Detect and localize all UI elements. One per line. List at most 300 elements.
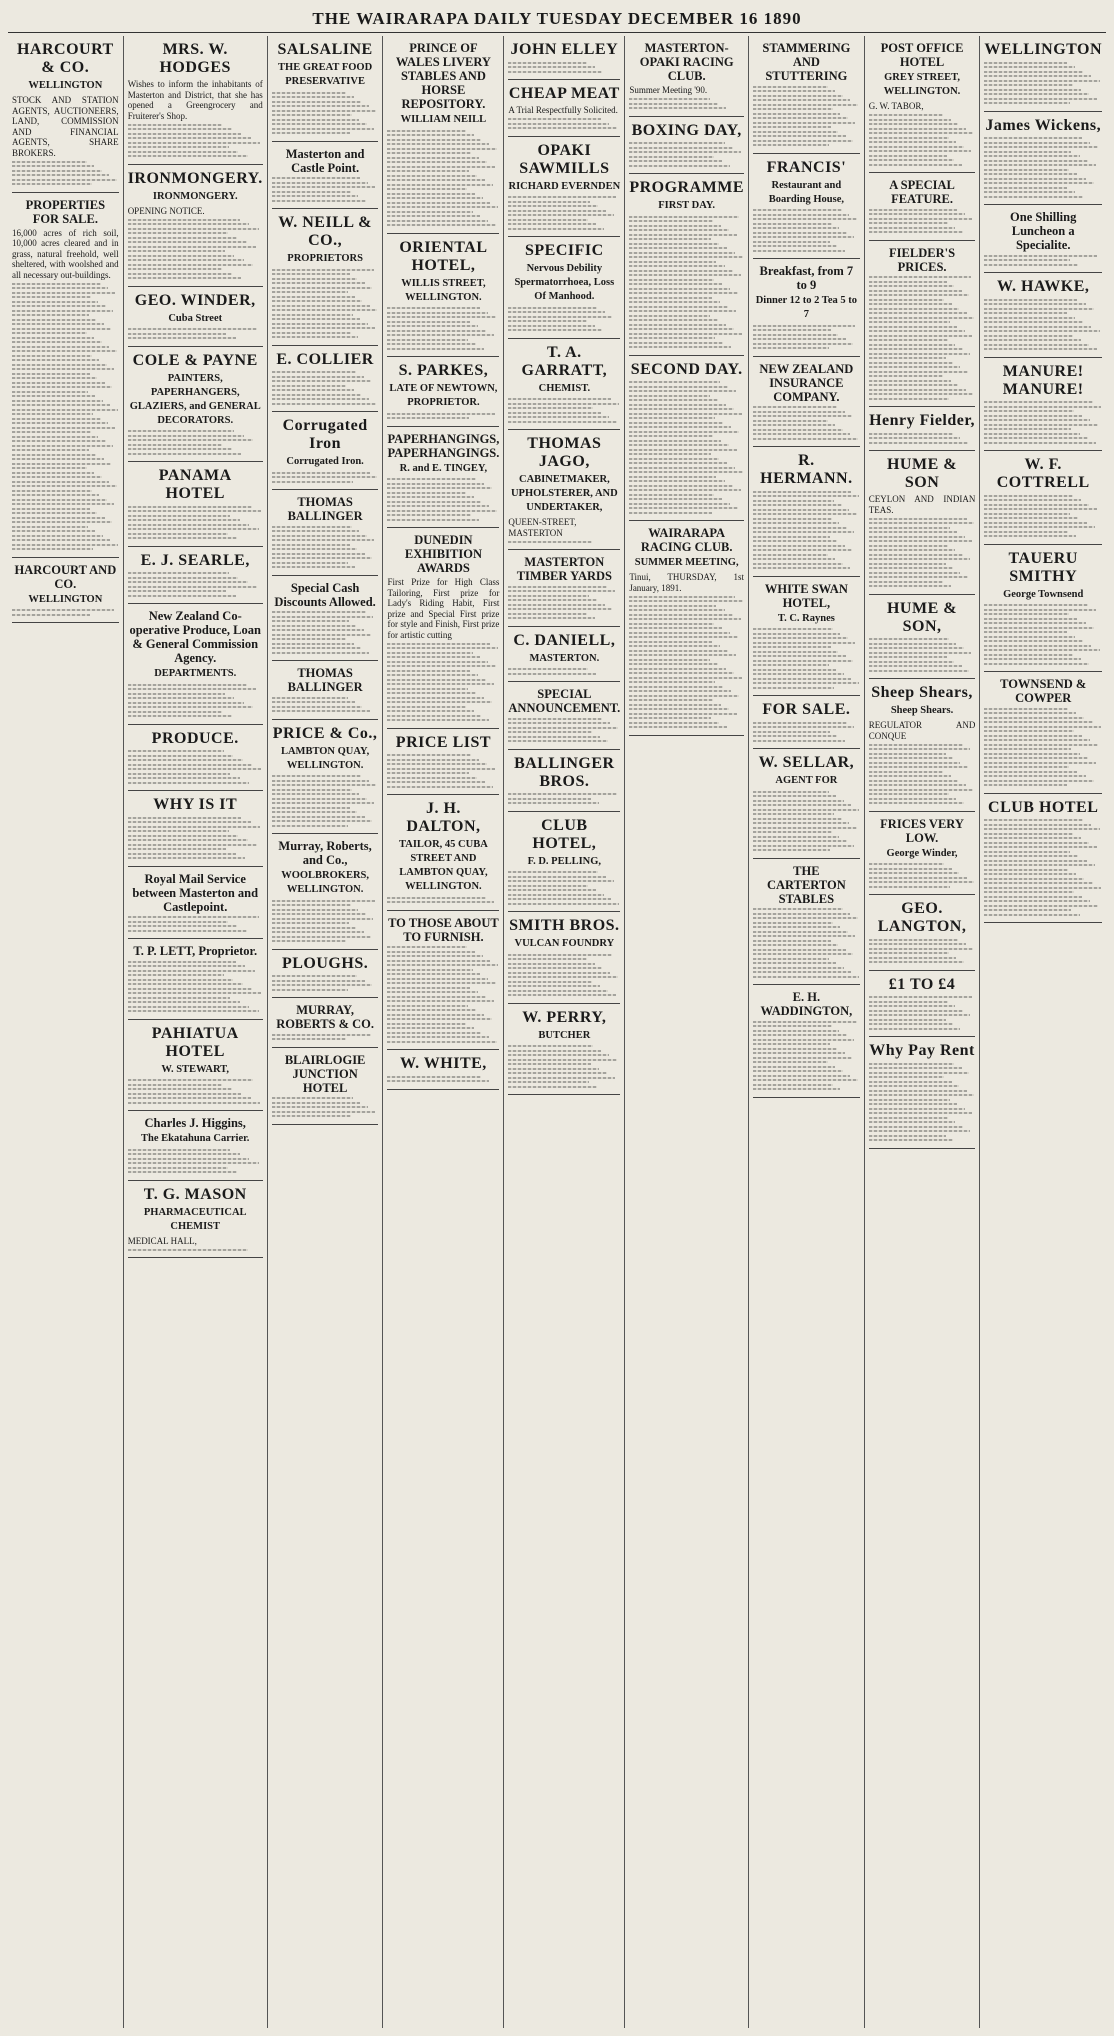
ad-text-lines: [387, 307, 499, 350]
ad-title: WHY IS IT: [153, 796, 238, 813]
ad-text-lines: [753, 722, 860, 742]
ad-title: W. SELLAR,: [758, 754, 855, 771]
advertisement: [508, 237, 620, 339]
masthead: THE WAIRARAPA DAILY TUESDAY DECEMBER 16 1890: [8, 6, 1106, 33]
advertisement: [753, 985, 860, 1098]
advertisement: [753, 36, 860, 154]
ad-text-lines: [272, 92, 379, 135]
column-3: [268, 36, 384, 2028]
ad-text-lines: [272, 371, 379, 405]
ad-text-lines: [272, 611, 379, 654]
advertisement: [12, 558, 119, 624]
ad-title: THOMAS BALLINGER: [287, 495, 363, 523]
ad-text-lines: [508, 62, 620, 73]
ad-title: WELLINGTON: [984, 41, 1103, 58]
ad-text-lines: [128, 750, 263, 784]
advertisement: [753, 259, 860, 357]
ad-subtitle: FIRST DAY.: [658, 200, 716, 211]
ad-body: A Trial Respectfully Solicited.: [508, 105, 618, 115]
ad-subtitle: Sheep Shears.: [890, 705, 954, 716]
ad-body: REGULATOR AND CONQUE: [868, 720, 976, 741]
ad-subtitle: Corrugated Iron.: [286, 456, 364, 467]
ad-title: T. A. GARRATT,: [521, 343, 608, 379]
ad-body: Summer Meeting '90.: [629, 85, 708, 95]
ad-title: OPAKI SAWMILLS: [519, 141, 610, 177]
ad-text-lines: [753, 491, 860, 570]
ad-title: PLOUGHS.: [281, 954, 369, 972]
ad-title: WAIRARAPA RACING CLUB.: [640, 526, 733, 554]
ad-title: NEW ZEALAND INSURANCE COMPANY.: [759, 361, 854, 404]
ad-title: DUNEDIN EXHIBITION AWARDS: [404, 533, 482, 575]
ad-subtitle: R. and E. TINGEY,: [399, 462, 488, 474]
ad-title: C. DANIELL,: [513, 631, 616, 649]
advertisement: [629, 36, 744, 117]
ad-title: PAPERHANGINGS, PAPERHANGINGS.: [387, 431, 500, 460]
ad-body: QUEEN-STREET, MASTERTON: [508, 517, 577, 538]
ad-text-lines: [753, 209, 860, 252]
advertisement: [128, 462, 263, 547]
ad-title: J. H. DALTON,: [406, 800, 481, 835]
ad-subtitle: GREY STREET, WELLINGTON.: [883, 72, 961, 97]
ad-subtitle: CHEMIST.: [538, 382, 591, 394]
advertisement: [869, 971, 976, 1038]
ad-subtitle: VULCAN FOUNDRY: [514, 938, 615, 949]
ad-title: E. COLLIER: [276, 350, 374, 368]
advertisement: [387, 427, 499, 529]
ad-title: BLAIRLOGIE JUNCTION HOTEL: [284, 1052, 366, 1095]
ad-title: SECOND DAY.: [630, 360, 743, 378]
ad-text-lines: [984, 495, 1102, 538]
ad-title: Murray, Roberts, and Co.,: [278, 839, 372, 867]
advertisement: [508, 627, 620, 683]
ad-title: Why Pay Rent: [869, 1042, 975, 1059]
ad-text-lines: [869, 276, 976, 400]
column-4: [383, 36, 504, 2028]
ad-text-lines: [128, 572, 263, 597]
ad-title: WHITE SWAN HOTEL,: [764, 581, 848, 610]
advertisement: [128, 347, 263, 463]
ad-title: Charles J. Higgins,: [144, 1116, 246, 1130]
ad-subtitle: Cuba Street: [168, 312, 223, 324]
advertisement: [869, 1037, 976, 1149]
ad-subtitle: Dinner 12 to 2 Tea 5 to 7: [755, 295, 858, 320]
ad-text-lines: [869, 114, 976, 166]
advertisement: [272, 1048, 379, 1125]
ad-subtitle: W. STEWART,: [161, 1063, 230, 1075]
ad-title: W. PERRY,: [522, 1008, 607, 1026]
ad-title: THE CARTERTON STABLES: [766, 863, 846, 906]
ad-text-lines: [128, 961, 263, 1013]
ad-text-lines: [387, 897, 499, 904]
ad-subtitle: TAILOR, 45 CUBA STREET AND LAMBTON QUAY, WELLINGTON.: [399, 839, 488, 892]
ad-subtitle: WELLINGTON: [28, 80, 103, 91]
advertisement: [753, 749, 860, 859]
ad-title: W. HAWKE,: [997, 278, 1090, 295]
advertisement: [387, 1050, 499, 1090]
ad-title: PRICE LIST: [395, 733, 492, 751]
ad-text-lines: [984, 819, 1102, 916]
ad-title: IRONMONGERY.: [127, 169, 263, 187]
ad-title: TO THOSE ABOUT TO FURNISH.: [388, 915, 499, 944]
column-8: [865, 36, 981, 2028]
column-7: [749, 36, 865, 2028]
ad-text-lines: [508, 307, 620, 332]
ad-text-lines: [128, 1249, 263, 1251]
advertisement: [508, 812, 620, 913]
ad-text-lines: [387, 413, 499, 420]
ad-title: W. F. COTTRELL: [996, 456, 1090, 491]
ad-text-lines: [387, 1076, 499, 1083]
ad-text-lines: [272, 775, 379, 827]
ad-text-lines: [387, 754, 499, 788]
ad-text-lines: [508, 541, 620, 543]
advertisement: [984, 451, 1102, 545]
ad-subtitle: F. D. PELLING,: [527, 855, 602, 867]
ad-text-lines: [629, 381, 744, 514]
ad-text-lines: [272, 1034, 379, 1041]
ad-subtitle: IRONMONGERY.: [152, 190, 238, 202]
ad-subtitle: THE GREAT FOOD PRESERVATIVE: [278, 62, 373, 87]
ad-body: OPENING NOTICE.: [127, 205, 205, 216]
ad-title: A SPECIAL FEATURE.: [889, 178, 955, 206]
ad-text-lines: [984, 604, 1102, 665]
ad-title: FRICES VERY LOW.: [880, 816, 964, 845]
ad-title: MASTERTON-OPAKI RACING CLUB.: [639, 41, 734, 83]
ad-text-lines: [869, 433, 976, 444]
advertisement: [272, 209, 379, 346]
ad-title: ORIENTAL HOTEL,: [399, 238, 488, 274]
ad-body: STOCK AND STATION AGENTS, AUCTIONEERS, LAND, COMMISSION AND FINANCIAL AGENTS, SHARE BROKERS.: [12, 95, 119, 158]
advertisement: [984, 36, 1102, 112]
ad-text-lines: [508, 196, 620, 230]
ad-text-lines: [128, 916, 263, 932]
ad-text-lines: [508, 871, 620, 905]
advertisement: [753, 859, 860, 986]
ad-title: THOMAS BALLINGER: [287, 666, 363, 694]
advertisement: [387, 528, 499, 729]
ad-text-lines: [128, 1149, 263, 1174]
ad-body: CEYLON AND INDIAN TEAS.: [868, 494, 976, 515]
advertisement: [508, 430, 620, 550]
ad-title: TAUERU SMITHY: [1008, 549, 1078, 585]
advertisement: [753, 154, 860, 260]
ad-title: CLUB HOTEL,: [532, 816, 597, 852]
ad-text-lines: [869, 1063, 976, 1142]
ad-body: Tinui, THURSDAY, 1st January, 1891.: [629, 572, 745, 593]
ad-title: Henry Fielder,: [869, 412, 976, 429]
advertisement: [984, 545, 1102, 673]
advertisement: [984, 794, 1102, 924]
advertisement: [272, 950, 379, 999]
ad-title: T. G. MASON: [143, 1185, 247, 1203]
ad-title: HUME & SON,: [886, 599, 958, 635]
ad-text-lines: [629, 596, 744, 729]
ad-text-lines: [508, 398, 620, 423]
advertisement: [128, 36, 263, 165]
ad-title: SPECIFIC: [525, 242, 604, 259]
ad-text-lines: [12, 283, 119, 551]
ad-subtitle: WILLIS STREET, WELLINGTON.: [401, 277, 486, 303]
ad-title: HARCOURT AND CO.: [14, 562, 117, 591]
ad-text-lines: [869, 518, 976, 588]
ad-subtitle: George Winder,: [886, 847, 958, 859]
ad-title: CLUB HOTEL: [988, 798, 1099, 816]
advertisement: [869, 241, 976, 408]
ad-title: TOWNSEND & COWPER: [1000, 677, 1087, 705]
ad-text-lines: [128, 328, 263, 339]
advertisement: [508, 137, 620, 238]
ad-subtitle: WILLIAM NEILL: [400, 114, 487, 125]
ad-text-lines: [128, 1079, 263, 1104]
advertisement: [387, 357, 499, 427]
ad-subtitle: WOOLBROKERS, WELLINGTON.: [281, 870, 370, 895]
ad-text-lines: [128, 124, 263, 158]
ad-text-lines: [508, 1045, 620, 1088]
ad-title: PRODUCE.: [151, 729, 239, 747]
ad-title: SALSALINE: [277, 41, 373, 58]
advertisement: [753, 696, 860, 749]
advertisement: [387, 234, 499, 358]
ad-title: Special Cash Discounts Allowed.: [274, 580, 376, 609]
ad-text-lines: [869, 744, 976, 805]
ad-title: POST OFFICE HOTEL: [880, 41, 964, 69]
ad-text-lines: [508, 793, 620, 804]
ad-text-lines: [508, 118, 620, 129]
ad-text-lines: [272, 177, 379, 202]
advertisement: [272, 720, 379, 835]
ad-title: FIELDER'S PRICES.: [889, 245, 956, 274]
ad-text-lines: [272, 1097, 379, 1117]
ad-title: PRINCE OF WALES LIVERY STABLES AND HORSE REPOSITORY.: [395, 41, 491, 111]
advertisement: [984, 205, 1102, 273]
advertisement: [629, 356, 744, 522]
ad-subtitle: DEPARTMENTS.: [154, 668, 237, 679]
advertisement: [272, 346, 379, 413]
ad-title: Royal Mail Service between Masterton and Castlepoint.: [132, 871, 259, 914]
ad-text-lines: [869, 939, 976, 964]
advertisement: [869, 679, 976, 812]
ad-text-lines: [12, 161, 119, 186]
ad-text-lines: [128, 219, 263, 280]
ad-text-lines: [128, 430, 263, 455]
advertisement: [128, 604, 263, 725]
ad-text-lines: [508, 954, 620, 997]
ad-text-lines: [753, 325, 860, 350]
advertisement: [272, 834, 379, 950]
ad-title: E. H. WADDINGTON,: [760, 990, 853, 1018]
advertisement: [984, 112, 1102, 206]
advertisement: [12, 193, 119, 558]
ad-text-lines: [869, 209, 976, 234]
advertisement: [869, 812, 976, 896]
ad-subtitle: LATE OF NEWTOWN, PROPRIETOR.: [389, 383, 498, 408]
advertisement: [387, 795, 499, 911]
ad-title: R. HERMANN.: [760, 452, 853, 487]
ad-title: MASTERTON TIMBER YARDS: [516, 555, 612, 583]
ad-title: GEO. WINDER,: [134, 291, 256, 309]
ad-subtitle: PAINTERS, PAPERHANGERS, GLAZIERS, and GENERAL DECORATORS.: [129, 372, 261, 426]
advertisement: [508, 912, 620, 1004]
advertisement: [984, 672, 1102, 794]
advertisement: [128, 547, 263, 605]
ad-text-lines: [12, 609, 119, 616]
ad-title: S. PARKES,: [398, 362, 489, 379]
ad-text-lines: [128, 684, 263, 718]
ad-title: GEO. LANGTON,: [877, 900, 967, 935]
ad-title: SPECIAL ANNOUNCEMENT.: [508, 687, 621, 715]
advertisement: [869, 595, 976, 680]
ad-text-lines: [629, 142, 744, 167]
column-1: [8, 36, 124, 2028]
ad-text-lines: [128, 817, 263, 860]
ad-text-lines: [869, 863, 976, 888]
ad-title: STAMMERING AND STUTTERING: [762, 41, 851, 83]
advertisement: [508, 339, 620, 431]
ad-title: BOXING DAY,: [631, 121, 742, 139]
column-5: [504, 36, 625, 2028]
ad-title: T. P. LETT, Proprietor.: [133, 944, 258, 958]
advertisement: [128, 939, 263, 1020]
advertisement: [272, 142, 379, 210]
advertisement: [128, 791, 263, 867]
ad-title: MRS. W. HODGES: [159, 41, 231, 76]
ad-subtitle: SUMMER MEETING,: [634, 557, 739, 568]
ad-title: James Wickens,: [985, 116, 1102, 134]
advertisement: [753, 357, 860, 448]
ad-title: BALLINGER BROS.: [514, 754, 615, 790]
ad-text-lines: [984, 708, 1102, 787]
ad-text-lines: [272, 697, 379, 713]
ad-title: E. J. SEARLE,: [140, 551, 250, 569]
advertisement: [272, 36, 379, 142]
column-6: [625, 36, 749, 2028]
ad-text-lines: [387, 130, 499, 227]
ad-text-lines: [869, 638, 976, 672]
ad-text-lines: [984, 299, 1102, 351]
ad-text-lines: [272, 269, 379, 339]
ad-title: New Zealand Co-operative Produce, Loan & General Commission Agency.: [129, 609, 261, 665]
ad-title: MURRAY, ROBERTS & CO.: [276, 1003, 375, 1031]
column-9: [980, 36, 1106, 2028]
ad-title: MANURE! MANURE!: [1002, 362, 1084, 398]
ad-text-lines: [387, 946, 499, 1043]
ad-subtitle: AGENT FOR: [775, 775, 838, 786]
ad-subtitle: WELLINGTON: [28, 593, 103, 605]
advertisement: [869, 407, 976, 451]
advertisement: [508, 80, 620, 137]
columns: [8, 36, 1106, 2028]
advertisement: [753, 447, 860, 577]
column-2: [124, 36, 268, 2028]
ad-subtitle: CABINETMAKER, UPHOLSTERER, AND UNDERTAKER,: [510, 474, 618, 513]
ad-text-lines: [869, 996, 976, 1030]
advertisement: [869, 173, 976, 241]
ad-title: PROPERTIES FOR SALE.: [25, 197, 106, 226]
ad-subtitle: Restaurant and Boarding House,: [768, 179, 844, 205]
advertisement: [128, 287, 263, 347]
ad-text-lines: [753, 406, 860, 440]
ad-title: SMITH BROS.: [509, 917, 620, 934]
ad-subtitle: T. C. Raynes: [777, 612, 835, 624]
advertisement: [12, 36, 119, 193]
ad-title: HUME & SON: [886, 456, 958, 491]
advertisement: [128, 1181, 263, 1259]
ad-text-lines: [753, 791, 860, 852]
ad-text-lines: [508, 718, 620, 743]
ad-text-lines: [128, 506, 263, 540]
ad-body: G. W. TABOR,: [868, 101, 924, 111]
ad-title: Corrugated Iron: [282, 417, 368, 452]
ad-body: 16,000 acres of rich soil, 10,000 acres cleared and in grass, natural freehold, well sheltered, with woolshed and all necessary out-buildings.: [12, 227, 119, 280]
ad-subtitle: The Ekatahuna Carrier.: [141, 1133, 250, 1144]
advertisement: [508, 550, 620, 627]
ad-text-lines: [753, 86, 860, 147]
advertisement: [508, 750, 620, 812]
advertisement: [128, 1020, 263, 1112]
advertisement: [508, 36, 620, 80]
ad-text-lines: [272, 472, 379, 483]
ad-title: FOR SALE.: [762, 701, 851, 718]
advertisement: [869, 36, 976, 173]
advertisement: [984, 273, 1102, 358]
ad-title: CHEAP MEAT: [508, 85, 620, 102]
ad-text-lines: [629, 216, 744, 349]
advertisement: [272, 412, 379, 490]
ad-title: Sheep Shears,: [871, 684, 973, 701]
ad-title: Masterton and Castle Point.: [285, 146, 365, 175]
ad-title: £1 TO £4: [888, 975, 956, 993]
advertisement: [753, 577, 860, 697]
ad-subtitle: BUTCHER: [538, 1029, 591, 1041]
advertisement: [629, 117, 744, 175]
advertisement: [128, 1111, 263, 1181]
ad-subtitle: Nervous Debility Spermatorrhoea, Loss Of Manhood.: [514, 263, 615, 302]
ad-title: W. WHITE,: [400, 1055, 487, 1072]
ad-title: JOHN ELLEY: [510, 41, 619, 58]
advertisement: [128, 725, 263, 792]
advertisement: [387, 36, 499, 234]
ad-title: HARCOURT & CO.: [16, 41, 114, 76]
advertisement: [508, 1004, 620, 1096]
advertisement: [629, 174, 744, 356]
ad-text-lines: [508, 586, 620, 620]
ad-title: COLE & PAYNE: [132, 351, 258, 369]
advertisement: [272, 490, 379, 576]
ad-text-lines: [753, 628, 860, 689]
ad-title: PRICE & Co.,: [272, 724, 378, 742]
ad-text-lines: [387, 478, 499, 521]
advertisement: [387, 911, 499, 1051]
ad-title: PANAMA HOTEL: [158, 467, 232, 502]
ad-text-lines: [753, 1021, 860, 1091]
ad-title: PAHIATUA HOTEL: [151, 1024, 239, 1060]
ad-text-lines: [984, 401, 1102, 444]
ad-text-lines: [984, 255, 1102, 266]
ad-text-lines: [508, 668, 620, 675]
advertisement: [272, 576, 379, 662]
ad-text-lines: [272, 526, 379, 569]
advertisement: [128, 867, 263, 940]
ad-subtitle: MASTERTON.: [529, 652, 600, 664]
ad-subtitle: RICHARD EVERNDEN: [508, 180, 621, 192]
ad-text-lines: [753, 908, 860, 978]
ad-subtitle: PROPRIETORS: [287, 253, 363, 264]
advertisement: [869, 451, 976, 595]
ad-subtitle: George Townsend: [1003, 588, 1084, 600]
advertisement: [128, 165, 263, 287]
advertisement: [272, 661, 379, 720]
advertisement: [272, 998, 379, 1048]
